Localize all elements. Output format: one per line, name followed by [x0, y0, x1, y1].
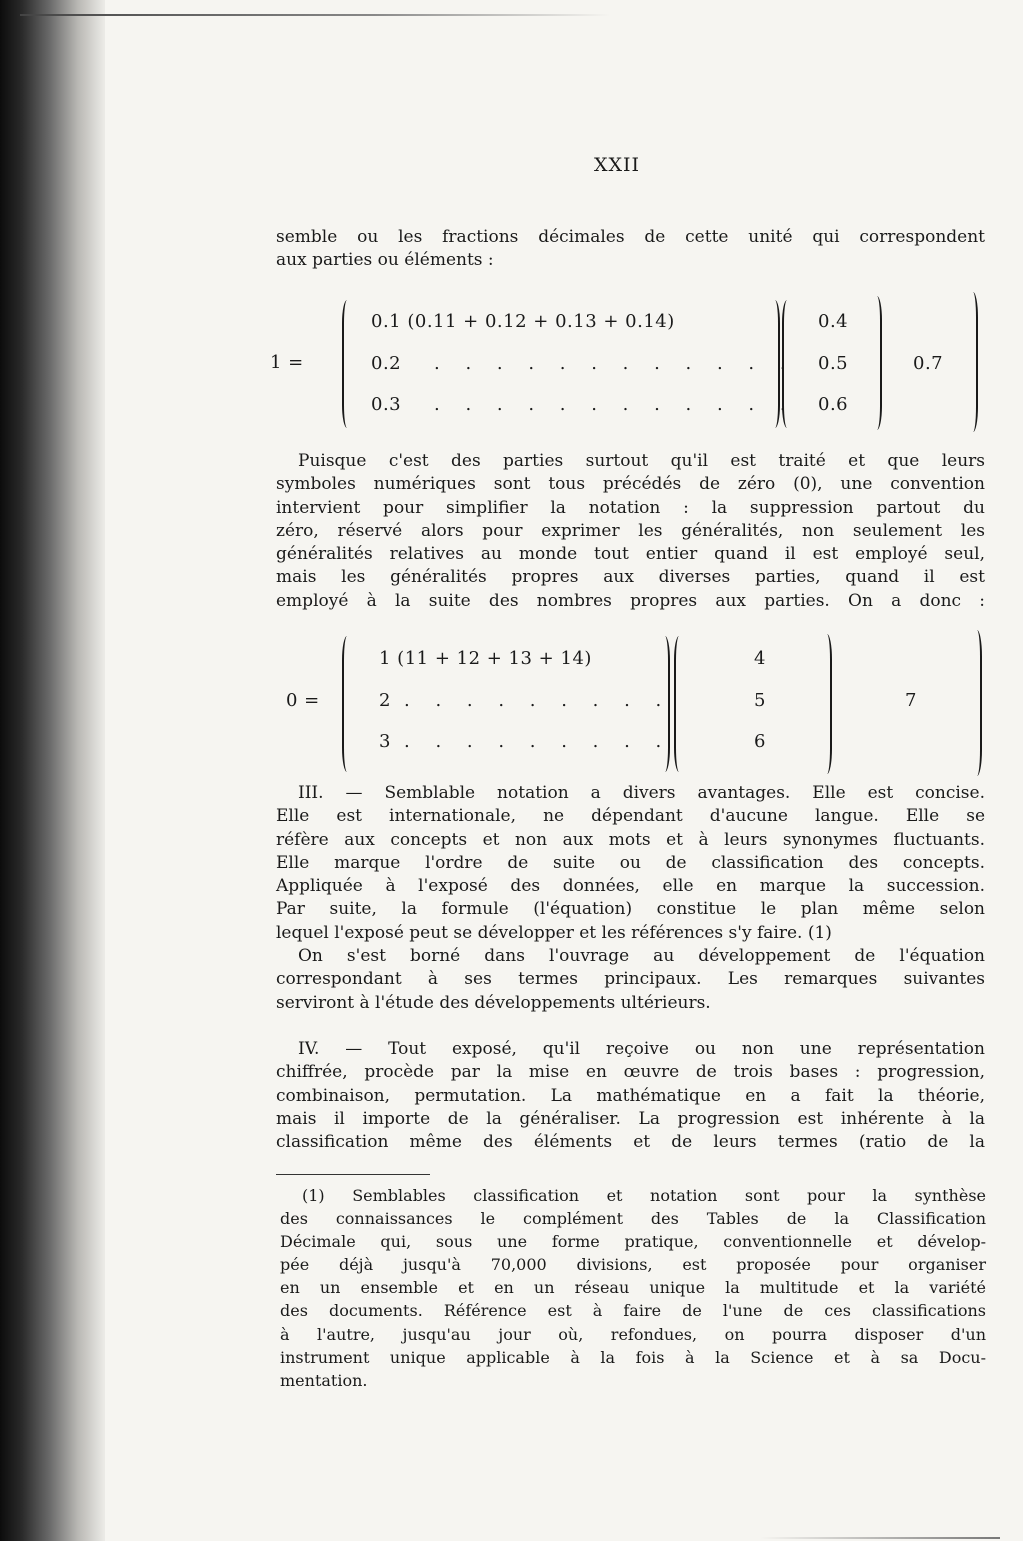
footnote-line: à l'autre, jusqu'au jour où, refondues, on pourra disposer d'un — [280, 1324, 986, 1344]
text-line: On s'est borné dans l'ouvrage au développement de l'équation — [298, 946, 985, 967]
equation-2-lhs: 0 = — [286, 690, 320, 711]
section-3 — [276, 782, 985, 1015]
paragraph-2 — [276, 450, 985, 613]
left-brace — [674, 636, 684, 772]
equation-1-row-3-mid: 0.6 — [818, 394, 849, 415]
equation-2-row-2-left: 2 — [379, 690, 391, 711]
left-brace — [782, 300, 792, 428]
footnote-line: en un ensemble et en un réseau unique la multitude et la variété — [280, 1278, 986, 1298]
footnote — [280, 1184, 986, 1392]
equation-1-row-2-mid: 0.5 — [818, 353, 849, 374]
text-line: correspondant à ses termes principaux. Les remarques suivantes — [276, 969, 985, 990]
section-4 — [276, 1038, 985, 1154]
text-line: aux parties ou éléments : — [276, 250, 494, 271]
footnote-line: mentation. — [280, 1370, 368, 1390]
text-line: zéro, réservé alors pour exprimer les généralités, non seulement les — [276, 520, 985, 541]
right-brace — [770, 300, 780, 428]
text-line: employé à la suite des nombres propres aux parties. On a donc : — [276, 590, 985, 611]
text-line: généralités relatives au monde tout entier quand il est employé seul, — [276, 544, 985, 565]
right-brace — [972, 630, 982, 776]
equation-2-row-2-dots: . . . . . . . . . — [404, 690, 672, 711]
text-line: Appliquée à l'exposé des données, elle en marque la succession. — [276, 876, 985, 897]
right-brace — [822, 634, 832, 774]
right-brace — [968, 292, 978, 432]
equation-1-row-1-mid: 0.4 — [818, 311, 849, 332]
right-brace — [872, 296, 882, 430]
bottom-edge-rule — [760, 1537, 1000, 1539]
text-line: Elle marque l'ordre de suite ou de classification des concepts. — [276, 852, 985, 873]
text-line: chiffrée, procède par la mise en œuvre de trois bases : progression, — [276, 1062, 985, 1083]
equation-2-right: 7 — [905, 690, 917, 711]
equation-1-row-3-left: 0.3 — [371, 394, 402, 415]
top-edge-rule — [20, 14, 610, 16]
equation-1-row-2-left: 0.2 — [371, 353, 402, 374]
equation-2-row-3-left: 3 — [379, 731, 391, 752]
text-line: Par suite, la formule (l'équation) constitue le plan même selon — [276, 899, 985, 920]
text-line: mais les généralités propres aux diverses parties, quand il est — [276, 567, 985, 588]
text-line: semble ou les fractions décimales de cette unité qui correspondent — [276, 227, 985, 247]
right-brace — [660, 636, 670, 772]
equation-2-row-3-dots: . . . . . . . . . — [404, 731, 672, 752]
text-line: réfère aux concepts et non aux mots et à leurs synonymes fluctuants. — [276, 829, 985, 850]
left-brace — [342, 636, 352, 772]
equation-1-row-3-dots: . . . . . . . . . . . . — [434, 394, 796, 415]
text-line: combinaison, permutation. La mathématique en a fait la théorie, — [276, 1085, 985, 1106]
equation-1-right: 0.7 — [913, 353, 944, 374]
left-brace — [342, 300, 352, 428]
equation-2-row-3-mid: 6 — [754, 731, 766, 752]
footnote-line: instrument unique applicable à la fois à la Science et à sa Docu- — [280, 1347, 986, 1367]
text-line: serviront à l'étude des développements ultérieurs. — [276, 992, 711, 1013]
text-line: symboles numériques sont tous précédés de zéro (0), une convention — [276, 474, 985, 495]
equation-2-row-1-left: 1 (11 + 12 + 13 + 14) — [379, 648, 592, 669]
text-line: Elle est internationale, ne dépendant d'aucune langue. Elle se — [276, 806, 985, 827]
book-spine-shadow — [0, 0, 105, 1541]
equation-1-lhs: 1 = — [270, 352, 304, 373]
text-line: intervient pour simplifier la notation : la suppression partout du — [276, 497, 985, 518]
text-line: classification même des éléments et de leurs termes (ratio de la — [276, 1132, 985, 1153]
footnote-rule — [276, 1174, 430, 1175]
page-number: XXII — [594, 154, 641, 176]
text-line: Puisque c'est des parties surtout qu'il est traité et que leurs — [298, 451, 985, 471]
footnote-line: pée déjà jusqu'à 70,000 divisions, est proposée pour organiser — [280, 1255, 986, 1275]
equation-1-row-2-dots: . . . . . . . . . . . . — [434, 353, 796, 374]
footnote-line: (1) Semblables classification et notation sont pour la synthèse — [302, 1186, 986, 1205]
footnote-line: des documents. Référence est à faire de l'une de ces classifications — [280, 1301, 986, 1321]
text-line: lequel l'exposé peut se développer et les références s'y faire. (1) — [276, 922, 832, 943]
text-line: III. — Semblable notation a divers avantages. Elle est concise. — [298, 783, 985, 803]
equation-2-row-2-mid: 5 — [754, 690, 766, 711]
footnote-line: Décimale qui, sous une forme pratique, conventionnelle et dévelop- — [280, 1232, 986, 1252]
equation-1-row-1-left: 0.1 (0.11 + 0.12 + 0.13 + 0.14) — [371, 311, 675, 332]
footnote-line: des connaissances le complément des Tables de la Classification — [280, 1209, 986, 1229]
text-line: mais il importe de la généraliser. La progression est inhérente à la — [276, 1108, 985, 1129]
equation-2-row-1-mid: 4 — [754, 648, 766, 669]
text-line: IV. — Tout exposé, qu'il reçoive ou non une représentation — [298, 1039, 985, 1059]
intro-paragraph — [276, 226, 985, 273]
